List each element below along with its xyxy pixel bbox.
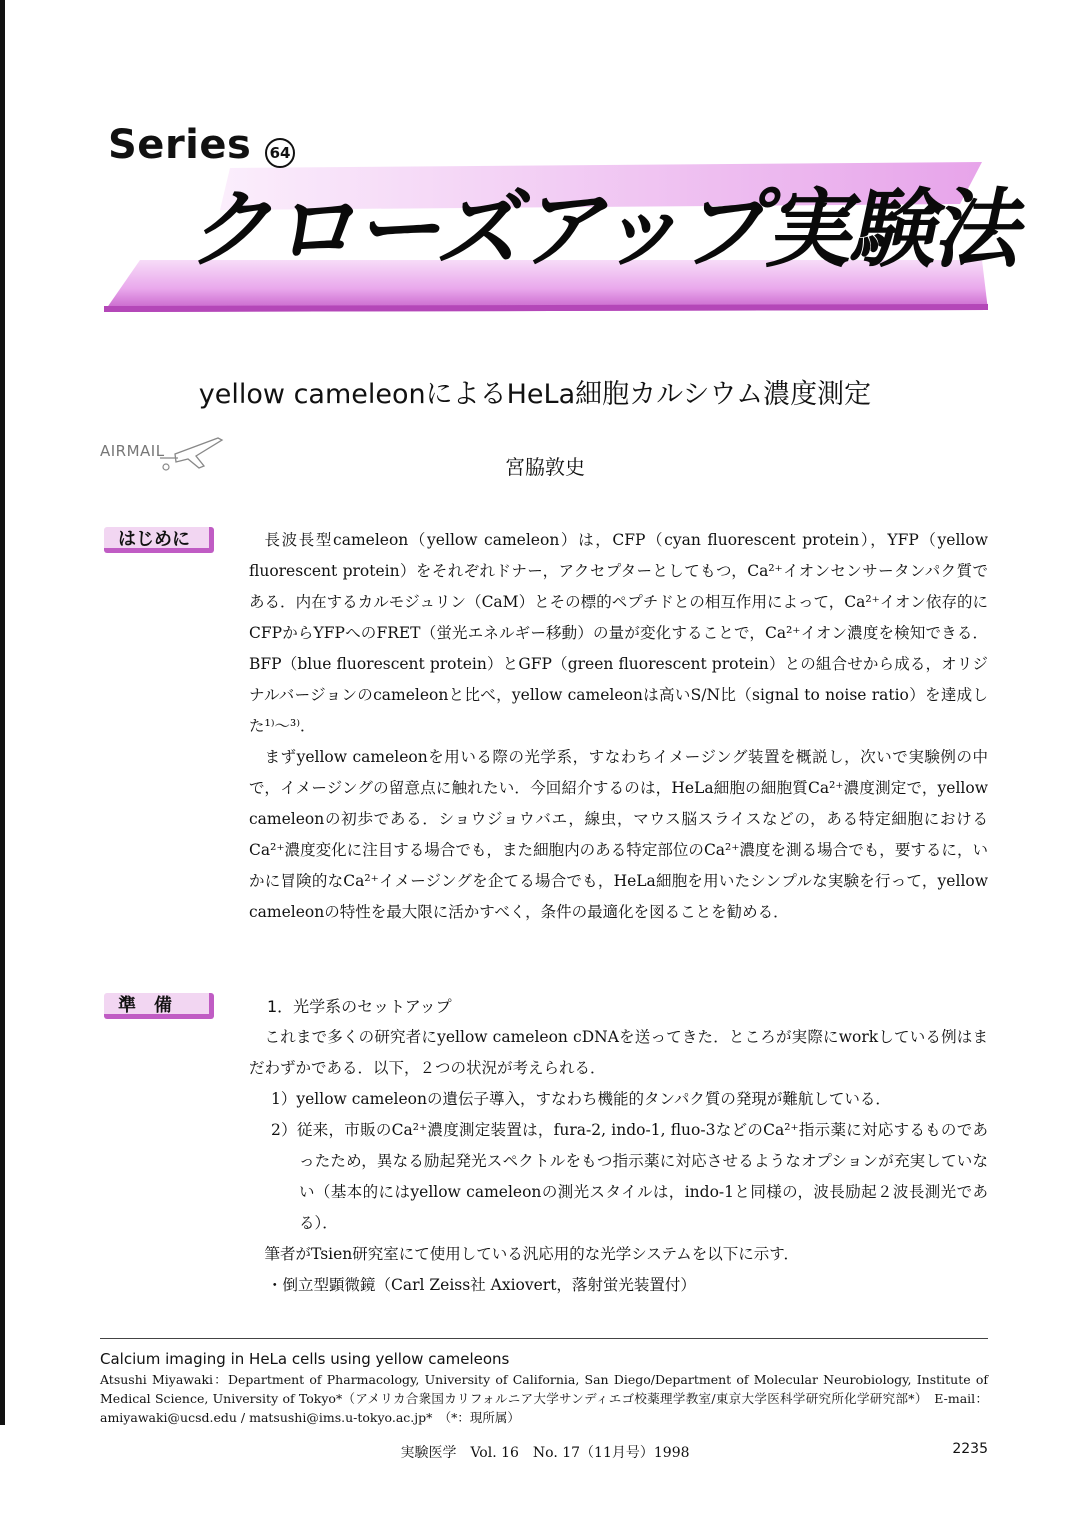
series-banner [100,120,1034,320]
author-affiliation: Atsushi Miyawaki：Department of Pharmacology, University of California, San Diego/Department of Molecular Neurobiology, Institute of Medical Science, University of Tokyo*（アメリカ合衆国カリフォルニア大学サンディエゴ校薬理学教室/東京大学医科学研究所化学研究部*） E-mail：amiyawaki@ucsd.edu / matsushi@ims.u-tokyo.ac.jp* （*：現所属） [100,1372,988,1425]
prep-paragraph-2: 筆者がTsien研究室にて使用している汎応用的な光学システムを以下に示す． [264,1245,799,1263]
prep-body [249,991,988,1301]
prep-subheading: 1．光学系のセットアップ [267,997,452,1016]
left-margin-rule [0,0,5,1425]
prep-list-item-1: 1）yellow cameleonの遺伝子導入，すなわち機能的タンパク質の発現が難航している． [271,1090,891,1108]
intro-body [249,525,988,928]
section-label-prep: 準備 [104,993,214,1019]
prep-list-item-2: 2）従来，市販のCa²⁺濃度測定装置は，fura-2, indo-1, fluo-3などのCa²⁺指示薬に対応するものであったため，異なる励起発光スペクトルをもつ指示薬に対応させるようなオプションが充実していない（基本的にはyellow cameleonの測光スタイルは，indo-1と同様の，波長励起２波長測光である）． [271,1121,988,1232]
prep-bullet-item: ・倒立型顕微鏡（Carl Zeiss社 Axiovert，落射蛍光装置付） [267,1276,696,1294]
author-name: 宮脇敦史 [505,455,585,479]
english-title: Calcium imaging in HeLa cells using yellow cameleons [100,1350,510,1368]
prep-paragraph-1: これまで多くの研究者にyellow cameleon cDNAを送ってきた．ところが実際にworkしている例はまだわずかである．以下，２つの状況が考えられる． [249,1028,988,1077]
airmail-text: AIRMAIL [100,442,165,460]
series-number-badge: 64 [265,138,295,168]
journal-citation: 実験医学 Vol. 16 No. 17（11月号）1998 [400,1445,690,1461]
intro-paragraph-2: まずyellow cameleonを用いる際の光学系，すなわちイメージング装置を概説し，次いで実験例の中で，イメージングの留意点に触れたい．今回紹介するのは，HeLa細胞の細胞質Ca²⁺濃度測定で，yellow cameleonの初歩である．ショウジョウバエ，線虫，マウス脳スライスなどの，ある特定細胞におけるCa²⁺濃度変化に注目する場合でも，また細胞内のある特定部位のCa²⁺濃度を測る場合でも，要するに，いかに冒険的なCa²⁺イメージングを企てる場合でも，HeLa細胞を用いたシンプルな実験を行って，yellow cameleonの特性を最大限に活かすべく，条件の最適化を図ることを勧める． [249,748,988,921]
intro-paragraph-1: 長波長型cameleon（yellow cameleon）は，CFP（cyan fluorescent protein），YFP（yellow fluorescent protein）をそれぞれドナー，アクセプターとしてもつ，Ca²⁺イオンセンサータンパク質である．内在するカルモジュリン（CaM）とその標的ペプチドとの相互作用によって，Ca²⁺イオン依存的にCFPからYFPへのFRET（蛍光エネルギー移動）の量が変化することで，Ca²⁺イオン濃度を検知できる．BFP（blue fluorescent protein）とGFP（green fluorescent protein）との組合せから成る，オリジナルバージョンのcameleonと比べ，yellow cameleonは高いS/N比（signal to noise ratio）を達成した¹⁾〜³⁾． [249,531,988,735]
series-label: Series [108,122,252,168]
series-title: クローズアップ実験法 [182,180,1034,280]
footer-divider [100,1338,988,1339]
section-label-intro: はじめに [104,527,214,553]
page-number: 2235 [952,1441,988,1457]
article-title: yellow cameleonによるHeLa細胞カルシウム濃度測定 [198,379,872,410]
